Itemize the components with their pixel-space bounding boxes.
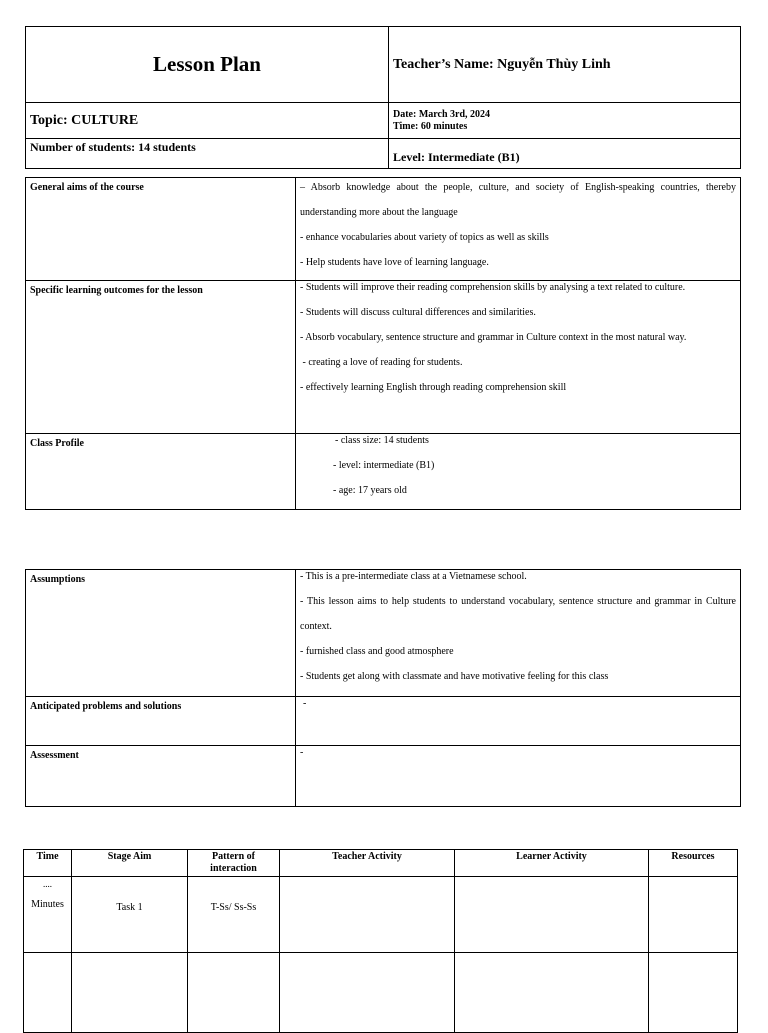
- pattern-cell: [188, 953, 280, 1033]
- resources-cell: [649, 877, 738, 953]
- profile-item: - age: 17 years old: [333, 485, 407, 496]
- table-row: [24, 953, 738, 1033]
- aims-table: [25, 177, 741, 510]
- outcome-item: - Students will discuss cultural differences and similarities.: [300, 307, 536, 318]
- problems-label: Anticipated problems and solutions: [26, 697, 296, 746]
- assumption-item: - Students get along with classmate and have motivative feeling for this class: [300, 671, 609, 682]
- topic: Topic: CULTURE: [26, 103, 389, 139]
- specific-outcomes-value: [296, 281, 741, 434]
- col-header-stage-aim: Stage Aim: [72, 850, 188, 877]
- assessment-label: Assessment: [26, 746, 296, 807]
- col-header-resources: Resources: [649, 850, 738, 877]
- col-header-teacher-activity: Teacher Activity: [280, 850, 455, 877]
- col-header-time: Time: [24, 850, 72, 877]
- col-header-learner-activity: Learner Activity: [455, 850, 649, 877]
- assumptions-value: [296, 570, 741, 697]
- col-header-pattern: Pattern of interaction: [188, 850, 280, 877]
- general-aims-value: [296, 178, 741, 281]
- general-aims-label: General aims of the course: [26, 178, 296, 281]
- teacher-activity-cell: [280, 877, 455, 953]
- date: Date: March 3rd, 2024: [393, 108, 491, 120]
- procedure-table: [23, 849, 738, 1033]
- general-aim-item: - enhance vocabularies about variety of topics as well as skills: [300, 232, 549, 243]
- assumptions-label: Assumptions: [26, 570, 296, 697]
- pattern-cell: T-Ss/ Ss-Ss: [188, 877, 280, 953]
- outcome-item: - Absorb vocabulary, sentence structure and grammar in Culture context in the most natural way.: [300, 332, 687, 343]
- resources-cell: [649, 953, 738, 1033]
- date-time-cell: [389, 103, 741, 139]
- outcome-item: - effectively learning English through reading comprehension skill: [300, 382, 567, 393]
- stage-aim-cell: [72, 953, 188, 1033]
- level: Level: Intermediate (B1): [389, 139, 741, 169]
- number-of-students: Number of students: 14 students: [26, 139, 389, 169]
- learner-activity-cell: [455, 953, 649, 1033]
- stage-aim-cell: Task 1: [72, 877, 188, 953]
- teacher-activity-cell: [280, 953, 455, 1033]
- header-table: [25, 26, 741, 169]
- assumption-item: - This is a pre-intermediate class at a Vietnamese school.: [300, 571, 527, 582]
- specific-outcomes-label: Specific learning outcomes for the lesson: [26, 281, 296, 434]
- profile-item: - class size: 14 students: [335, 435, 429, 446]
- assumptions-table: [25, 569, 741, 807]
- class-profile-value: [296, 434, 741, 510]
- profile-item: - level: intermediate (B1): [333, 460, 435, 471]
- time: Time: 60 minutes: [393, 120, 468, 132]
- assessment-value: -: [296, 746, 741, 807]
- time-cell: [24, 877, 72, 953]
- assumption-item: - furnished class and good atmosphere: [300, 646, 454, 657]
- learner-activity-cell: [455, 877, 649, 953]
- general-aim-item: - Help students have love of learning language.: [300, 257, 489, 268]
- table-row: [24, 877, 738, 953]
- outcome-item: - creating a love of reading for students.: [300, 357, 463, 368]
- assumption-item: - This lesson aims to help students to understand vocabulary, sentence structure and grammar in Culture context.: [300, 596, 736, 632]
- outcome-item: - Students will improve their reading comprehension skills by analysing a text related to culture.: [300, 282, 686, 293]
- time-dots: ....: [43, 879, 52, 889]
- time-unit: Minutes: [31, 899, 64, 910]
- problems-value: -: [296, 697, 741, 746]
- class-profile-label: Class Profile: [26, 434, 296, 510]
- lesson-plan-title: Lesson Plan: [26, 27, 389, 103]
- time-cell: [24, 953, 72, 1033]
- general-aim-item: – Absorb knowledge about the people, culture, and society of English-speaking countries, thereby understanding more about the language: [300, 182, 736, 218]
- teacher-name: Teacher’s Name: Nguyễn Thùy Linh: [389, 27, 741, 103]
